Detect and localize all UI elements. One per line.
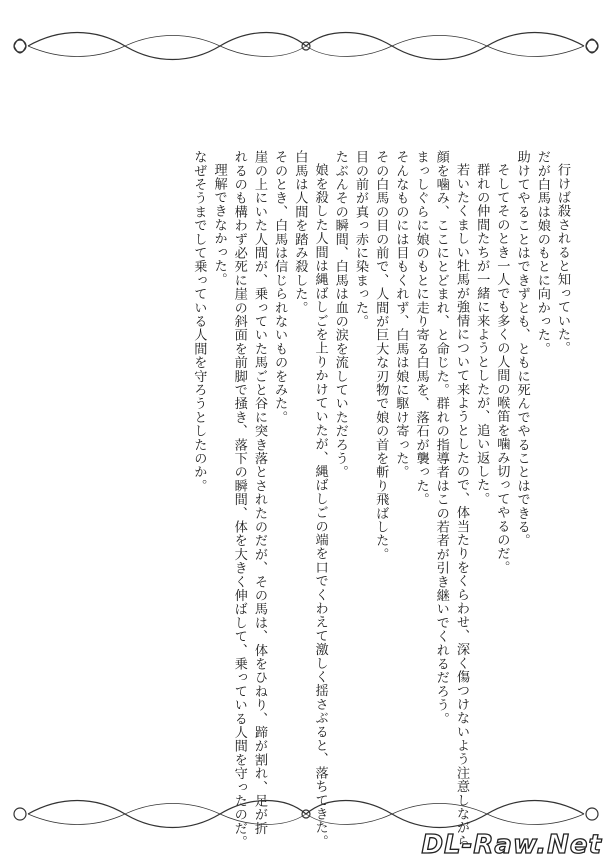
text-line-8: まっしぐらに娘のもとに走り寄る白馬を、落石が襲った。 <box>413 150 429 507</box>
watermark-text: DL-Raw.Net <box>421 830 602 860</box>
text-line-18: 理解できなかった。 <box>211 163 227 287</box>
text-line-3: 助けてやることはできずとも、ともに死んでやることはできる。 <box>514 150 530 548</box>
text-line-12: たぶんその瞬間、白馬は血の涙を流していただろう。 <box>332 150 348 479</box>
text-line-15: そのとき、白馬は信じられないものをみた。 <box>272 150 288 424</box>
text-line-14: 白馬は人間を踏み殺した。 <box>292 150 308 315</box>
text-line-17: れるのも構わず必死に崖の斜面を前脚で掻き、落下の瞬間、体を大きく伸ばして、乗っている人間を守ったのだ。 <box>231 150 247 849</box>
text-line-7: 顔を噛み、ここにとどまれ、と命じた。群れの指導者はこの若者が引き継いでくれるだろう。 <box>433 150 449 726</box>
text-line-4: そしてそのとき一人でも多くの人間の喉笛を噛み切ってやるのだ。 <box>494 163 510 574</box>
text-line-16: 崖の上にいた人間が、乗っていた馬ごと谷に突き落とされたのだが、その馬は、体をひねり、蹄が割れ、足が折 <box>251 150 267 835</box>
ornamental-border-top <box>0 22 612 70</box>
text-line-11: 目の前が真っ赤に染まった。 <box>352 150 368 329</box>
text-line-1: 行けば殺されると知っていた。 <box>555 163 570 355</box>
text-line-19: なぜそうまでして乗っている人間を守ろうとしたのか。 <box>191 150 207 493</box>
text-line-5: 群れの仲間たちが一緒に来ようとしたが、追い返した。 <box>474 163 490 506</box>
text-line-6: 若いたくましい牡馬が強情について来ようとしたので、体当たりをくらわせ、深く傷つけないよう注意しながら <box>453 163 469 848</box>
text-line-2: だが白馬は娘のもとに向かった。 <box>534 150 550 356</box>
text-line-9: そんなものには目もくれず、白馬は娘に駆け寄った。 <box>393 150 409 479</box>
text-line-13: 娘を殺した人間は縄ばしごを上りかけていたが、縄ばしごの端を口でくわえて激しく揺さぶると、落ちてきた。 <box>312 163 328 848</box>
text-line-10: その白馬の目の前で、人間が巨大な刃物で娘の首を斬り飛ばした。 <box>373 150 389 561</box>
